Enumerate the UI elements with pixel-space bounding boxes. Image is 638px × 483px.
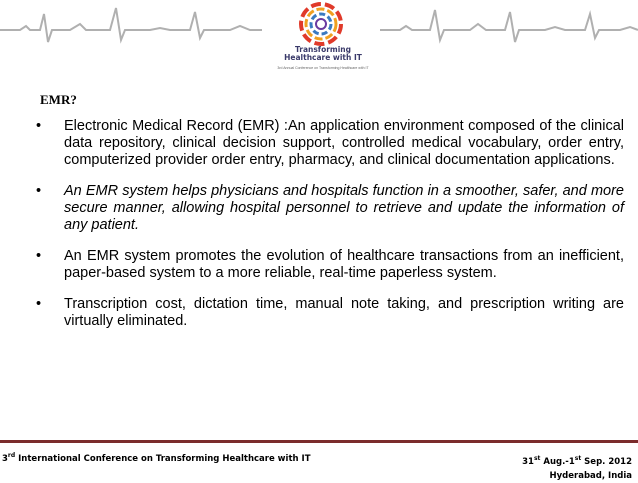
footer-date-suffix1: st [533,455,541,462]
footer-location: Hyderabad, India [549,470,632,481]
bullet-text-2: An EMR system helps physicians and hospitals function in a smoother, safer, and more secure manner, allowing hospital personnel to retrieve and update the information of any patient. [64,183,624,233]
footer-ordinal-number: 3 [2,453,8,464]
bullet-item-2 [34,183,624,234]
bullet-item-3 [34,248,624,282]
logo-title-line1: Transforming [294,45,352,54]
bullet-text-3: An EMR system promotes the evolution of healthcare transactions from an inefficient, paper-based system to a more reliable, real-time paperless system. [64,248,624,281]
ecg-line-left [0,8,262,42]
footer-conference-name [2,452,311,464]
bullet-symbol: • [36,118,42,134]
footer-date-end: Sep. 2012 [581,456,632,467]
footer-ordinal-suffix: rd [7,452,16,459]
footer-date-mid: Aug.-1 [540,456,575,467]
footer-dates [522,452,632,469]
bullet-text-4: Transcription cost, dictation time, manual note taking, and prescription writing are virtually eliminated. [64,296,624,329]
bullet-text-1: Electronic Medical Record (EMR) :An application environment composed of the clinical data repository, clinical decision support, controlled medical vocabulary, order entry, computerized provider order entry, pharmacy, and clinical documentation applications. [64,118,624,168]
logo-subtitle: 3rd Annual Conference on Transforming Healthcare with IT [277,66,369,70]
logo-title [268,46,378,62]
bullet-item-4 [34,296,624,330]
footer-divider [0,440,638,443]
logo-title-line2: Healthcare with IT [284,53,362,62]
footer-date-day1: 31 [522,456,534,467]
bullet-symbol: • [36,183,42,199]
bullet-symbol: • [36,296,42,312]
bullet-list [34,118,624,344]
bullet-item-1 [34,118,624,169]
footer-date-location [522,452,632,483]
slide-title: EMR? [40,92,77,107]
footer-conference-text: International Conference on Transforming Healthcare with IT [15,453,311,464]
bullet-symbol: • [36,248,42,264]
footer-date-suffix2: st [574,455,582,462]
ecg-line-right [380,10,638,42]
